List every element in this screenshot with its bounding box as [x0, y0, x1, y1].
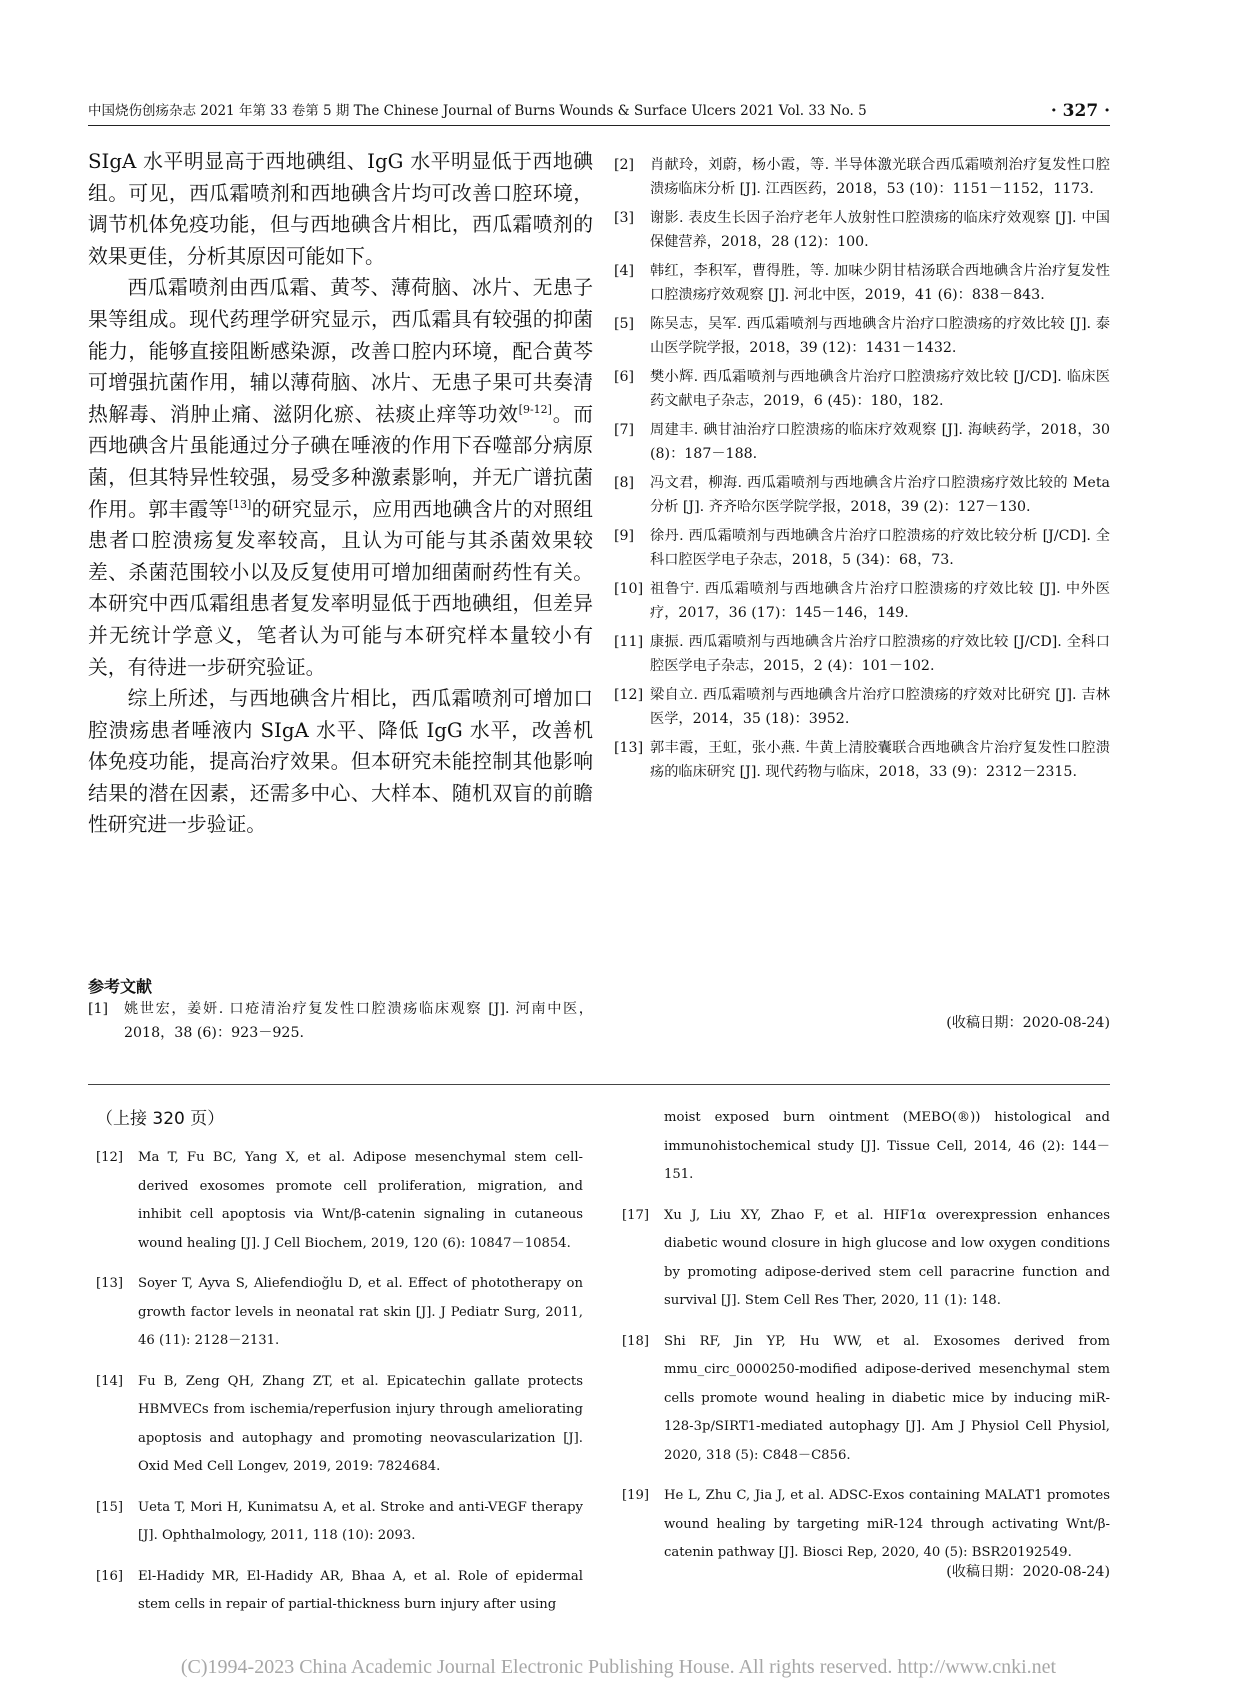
reference-item	[96, 1494, 583, 1551]
reference-text: 韩红，李积军，曹得胜，等. 加味少阴甘桔汤联合西地碘含片治疗复发性口腔溃疡疗效观察 [J]. 河北中医，2019，41 (6)：838－843.	[650, 263, 1110, 303]
reference-number: [10]	[614, 581, 644, 597]
reference-item	[96, 1368, 583, 1482]
reference-text: El-Hadidy MR, El-Hadidy AR, Bhaa A, et al. Role of epidermal stem cells in repair of partial-thickness burn injury after using	[138, 1568, 583, 1612]
header-rule	[88, 125, 1110, 126]
reference-text: Ma T, Fu BC, Yang X, et al. Adipose mesenchymal stem cell-derived exosomes promote cell proliferation, migration, and inhibit cell apoptosis via Wnt/β-catenin signaling in cutaneous wound healing [J]. J Cell Biochem, 2019, 120 (6): 10847－10854.	[138, 1150, 583, 1251]
reference-item	[614, 684, 1110, 731]
reference-number: [17]	[622, 1207, 650, 1223]
reference-number: [19]	[622, 1488, 650, 1503]
paragraph-2-part-c: 的研究显示，应用西地碘含片的对照组患者口腔溃疡复发率较高，且认为可能与其杀菌效果较差、杀菌范围较小以及反复使用可增加细菌耐药性有关。本研究中西瓜霜组患者复发率明显低于西地碘组，但差异并无统计学意义，笔者认为可能与本研究样本量较小有关，有待进一步研究验证。	[88, 497, 593, 679]
reference-text: Shi RF, Jin YP, Hu WW, et al. Exosomes derived from mmu_circ_0000250-modified adipose-derived mesenchymal stem cells promote wound healing in diabetic mice by inducing miR-128-3p/SIRT1-mediated autophagy [J]. Am J Physiol Cell Physiol, 2020, 318 (5): C848－C856.	[664, 1333, 1110, 1463]
reference-text: Soyer T, Ayva S, Aliefendioğlu D, et al. Effect of phototherapy on growth factor levels in neonatal rat skin [J]. J Pediatr Surg, 2011, 46 (11): 2128－2131.	[138, 1276, 583, 1348]
reference-text: 郭丰霞，王虹，张小燕. 牛黄上清胶囊联合西地碘含片治疗复发性口腔溃疡的临床研究 [J]. 现代药物与临床，2018，33 (9)：2312－2315.	[650, 740, 1110, 780]
reference-text: 姚世宏，姜妍. 口疮清治疗复发性口腔溃疡临床观察 [J]. 河南中医，2018，38 (6)：923－925.	[124, 1001, 593, 1041]
citation-13[interactable]: [13]	[228, 497, 252, 511]
reference-item	[614, 366, 1110, 413]
reference-text: 周建丰. 碘甘油治疗口腔溃疡的临床疗效观察 [J]. 海峡药学，2018，30 (8)：187－188.	[650, 422, 1110, 462]
page-number: · 327 ·	[1050, 101, 1110, 121]
reference-item	[614, 260, 1110, 307]
reference-item	[96, 1563, 583, 1620]
reference-item	[614, 207, 1110, 254]
reference-number: [4]	[614, 263, 635, 279]
reference-continuation: moist exposed burn ointment (MEBO(®)) histological and immunohistochemical study [J]. Tissue Cell, 2014, 46 (2): 144－151.	[664, 1110, 1110, 1182]
reference-item	[622, 1328, 1110, 1471]
reference-text: 梁自立. 西瓜霜喷剂与西地碘含片治疗口腔溃疡的疗效对比研究 [J]. 吉林医学，2014，35 (18)：3952.	[650, 687, 1110, 727]
journal-title: 中国烧伤创疡杂志 2021 年第 33 卷第 5 期 The Chinese Journal of Burns Wounds & Surface Ulcers 2021 Vol. 33 No. 5	[88, 103, 867, 119]
reference-number: [18]	[622, 1333, 650, 1349]
reference-number: [8]	[614, 475, 635, 491]
reference-number: [11]	[614, 634, 644, 650]
section-divider	[88, 1084, 1110, 1085]
references-heading: 参考文献	[88, 977, 153, 996]
reference-number: [9]	[614, 528, 635, 544]
reference-text: 陈吴志，吴军. 西瓜霜喷剂与西地碘含片治疗口腔溃疡的疗效比较 [J]. 泰山医学院学报，2018，39 (12)：1431－1432.	[650, 316, 1110, 356]
received-date-2: (收稿日期：2020-08-24)	[946, 1564, 1110, 1580]
reference-number: [2]	[614, 157, 635, 173]
reference-item	[614, 419, 1110, 466]
reference-list-left	[88, 998, 593, 1045]
reference-number: [6]	[614, 369, 635, 385]
reference-text: 冯文君，柳海. 西瓜霜喷剂与西地碘含片治疗口腔溃疡疗效比较的 Meta 分析 [J]. 齐齐哈尔医学院学报，2018，39 (2)：127－130.	[650, 475, 1110, 515]
reference-text: 康振. 西瓜霜喷剂与西地碘含片治疗口腔溃疡的疗效比较 [J/CD]. 全科口腔医学电子杂志，2015，2 (4)：101－102.	[650, 634, 1110, 674]
english-reference-list-left	[96, 1144, 583, 1632]
reference-item	[614, 578, 1110, 625]
reference-number: [12]	[96, 1150, 124, 1165]
paragraph-2-part-b: 。而西地碘含片虽能通过分子碘在唾液的作用下吞噬部分病原菌，但其特异性较强，易受多种激素影响，并无广谱抗菌作用。郭丰霞等	[88, 402, 593, 521]
reference-number: [1]	[88, 1001, 109, 1017]
paragraph-2-part-a: 西瓜霜喷剂由西瓜霜、黄芩、薄荷脑、冰片、无患子果等组成。现代药理学研究显示，西瓜霜具有较强的抑菌能力，能够直接阻断感染源，改善口腔内环境，配合黄芩可增强抗菌作用，辅以薄荷脑、冰片、无患子果可共奏清热解毒、消肿止痛、滋阴化瘀、祛痰止痒等功效	[88, 276, 593, 426]
running-header	[88, 98, 1110, 124]
paragraph-1: SIgA 水平明显高于西地碘组、IgG 水平明显低于西地碘组。可见，西瓜霜喷剂和西地碘含片均可改善口腔环境，调节机体免疫功能，但与西地碘含片相比，西瓜霜喷剂的效果更佳，分析其原因可能如下。	[88, 150, 593, 268]
reference-item	[614, 525, 1110, 572]
reference-number: [3]	[614, 210, 635, 226]
reference-number: [13]	[614, 740, 644, 756]
reference-text: 肖献玲，刘蔚，杨小霞，等. 半导体激光联合西瓜霜喷剂治疗复发性口腔溃疡临床分析 [J]. 江西医药，2018，53 (10)：1151－1152，1173.	[650, 157, 1110, 197]
reference-item	[96, 1144, 583, 1258]
reference-number: [14]	[96, 1373, 124, 1389]
reference-item	[622, 1482, 1110, 1568]
reference-item	[614, 737, 1110, 784]
reference-item	[614, 154, 1110, 201]
reference-text: 谢影. 表皮生长因子治疗老年人放射性口腔溃疡的临床疗效观察 [J]. 中国保健营养，2018，28 (12)：100.	[650, 210, 1110, 250]
received-date-1: (收稿日期：2020-08-24)	[946, 1015, 1110, 1031]
reference-item	[614, 313, 1110, 360]
reference-text: Ueta T, Mori H, Kunimatsu A, et al. Stroke and anti-VEGF therapy [J]. Ophthalmology, 2011, 118 (10): 2093.	[138, 1499, 583, 1543]
reference-text: 徐丹. 西瓜霜喷剂与西地碘含片治疗口腔溃疡的疗效比较分析 [J/CD]. 全科口腔医学电子杂志，2018，5 (34)：68，73.	[650, 528, 1110, 568]
reference-number: [5]	[614, 316, 635, 332]
paragraph-3: 综上所述，与西地碘含片相比，西瓜霜喷剂可增加口腔溃疡患者唾液内 SIgA 水平、降低 IgG 水平，改善机体免疫功能，提高治疗效果。但本研究未能控制其他影响结果的潜在因素，还需多中心、大样本、随机双盲的前瞻性研究进一步验证。	[88, 687, 593, 837]
citation-9-12[interactable]: [9-12]	[518, 402, 552, 416]
paragraph-2	[88, 272, 593, 683]
reference-text: 樊小辉. 西瓜霜喷剂与西地碘含片治疗口腔溃疡疗效比较 [J/CD]. 临床医药文献电子杂志，2019，6 (45)：180，182.	[650, 369, 1110, 409]
continued-from-label: （上接 320 页）	[96, 1109, 225, 1129]
reference-item	[614, 472, 1110, 519]
reference-number: [12]	[614, 687, 644, 703]
copyright-footer: (C)1994-2023 China Academic Journal Electronic Publishing House. All rights reserved. http://www.cnki.net	[180, 1656, 1057, 1678]
reference-text: He L, Zhu C, Jia J, et al. ADSC-Exos containing MALAT1 promotes wound healing by targeting miR-124 through activating Wnt/β-catenin pathway [J]. Biosci Rep, 2020, 40 (5): BSR20192549.	[664, 1488, 1110, 1560]
reference-number: [16]	[96, 1568, 124, 1584]
reference-text: Xu J, Liu XY, Zhao F, et al. HIF1α overexpression enhances diabetic wound closure in high glucose and low oxygen conditions by promoting adipose-derived stem cell paracrine function and survival [J]. Stem Cell Res Ther, 2020, 11 (1): 148.	[664, 1207, 1110, 1308]
reference-item	[614, 631, 1110, 678]
body-text-column	[88, 146, 593, 841]
reference-text: Fu B, Zeng QH, Zhang ZT, et al. Epicatechin gallate protects HBMVECs from ischemia/reperfusion injury through ameliorating apoptosis and autophagy and promoting neovascularization [J]. Oxid Med Cell Longev, 2019, 2019: 7824684.	[138, 1373, 583, 1474]
english-reference-list-right	[622, 1104, 1110, 1580]
reference-item	[96, 1270, 583, 1356]
reference-number: [13]	[96, 1276, 124, 1291]
reference-item	[622, 1202, 1110, 1316]
reference-list-right	[614, 154, 1110, 790]
reference-text: 祖鲁宁. 西瓜霜喷剂与西地碘含片治疗口腔溃疡的疗效比较 [J]. 中外医疗，2017，36 (17)：145－146，149.	[650, 581, 1110, 621]
reference-item	[88, 998, 593, 1045]
reference-number: [15]	[96, 1499, 124, 1515]
reference-number: [7]	[614, 422, 635, 438]
